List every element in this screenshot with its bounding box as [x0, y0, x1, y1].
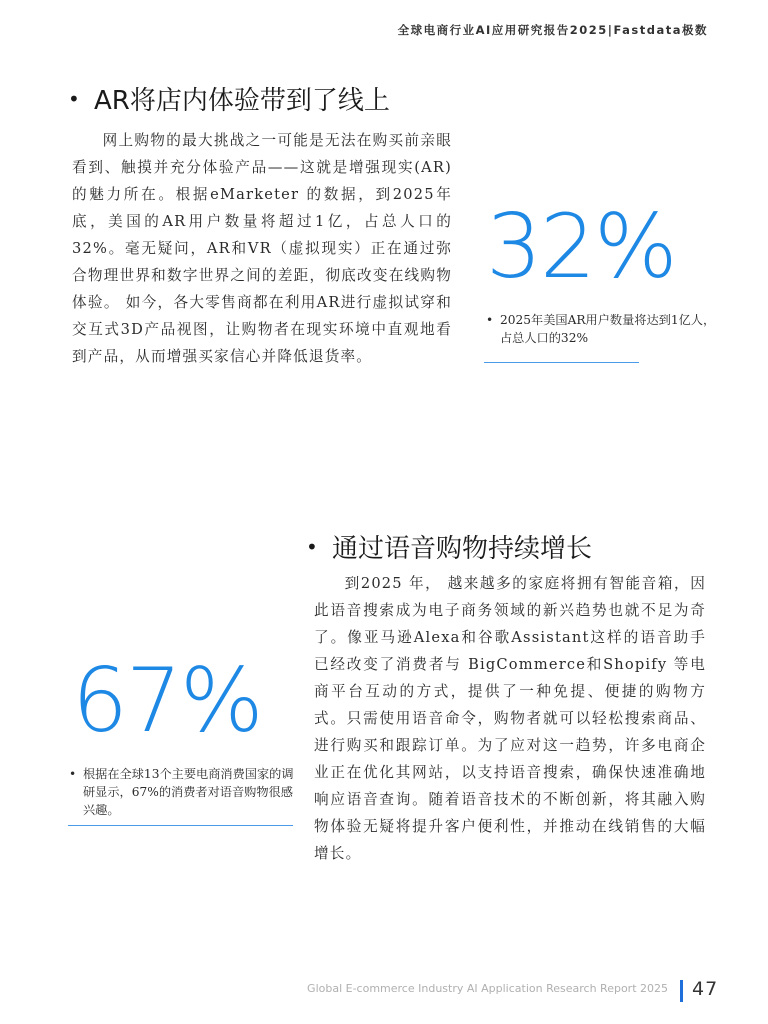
ar-stat-divider — [484, 362, 639, 363]
voice-stat-caption-text: 根据在全球13个主要电商消费国家的调研显示，67%的消费者对语音购物很感兴趣。 — [83, 767, 294, 817]
caption-bullet: • — [69, 767, 77, 781]
voice-stat-caption — [69, 765, 305, 819]
section-heading-voice-text: 通过语音购物持续增长 — [332, 534, 593, 564]
heading-bullet: • — [68, 87, 80, 111]
ar-stat-caption-text: 2025年美国AR用户数量将达到1亿人，占总人口的32% — [500, 313, 716, 345]
ar-stat-number: 32% — [486, 195, 676, 298]
report-header-title: 全球电商行业AI应用研究报告2025|Fastdata极数 — [397, 23, 708, 37]
section-heading-ar-text: AR将店内体验带到了线上 — [94, 86, 390, 116]
voice-paragraph: 到2025 年， 越来越多的家庭将拥有智能音箱，因此语音搜索成为电子商务领域的新兴趋势也就不足为奇了。像亚马逊Alexa和谷歌Assistant这样的语音助手已经改变了消费者与 BigCommerce和Shopify 等电商平台互动的方式，提供了一种免提、便捷的购物方式。只需使用语音命令，购物者就可以轻松搜索商品、进行购买和跟踪订单。为了应对这一趋势，许多电商企业正在优化其网站，以支持语音搜索，确保快速准确地响应语音查询。随着语音技术的不断创新，将其融入购物体验无疑将提升客户便利性，并推动在线销售的大幅增长。 — [314, 575, 706, 862]
voice-stat-number: 67% — [72, 649, 262, 752]
heading-bullet: • — [306, 535, 318, 559]
page-number: 47 — [692, 978, 719, 1000]
ar-paragraph: 网上购物的最大挑战之一可能是无法在购买前亲眼看到、触摸并充分体验产品——这就是增强现实(AR) 的魅力所在。根据eMarketer 的数据，到2025年底，美国的AR用户数量将超过1亿，占总人口的32%。毫无疑问，AR和VR（虚拟现实）正在通过弥合物理世界和数字世界之间的差距，彻底改变在线购物体验。 如今，各大零售商都在利用AR进行虚拟试穿和交互式3D产品视图，让购物者在现实环境中直观地看到产品，从而增强买家信心并降低退货率。 — [72, 132, 452, 365]
voice-stat-divider — [68, 825, 293, 826]
footer-report-title: Global E-commerce Industry AI Application Research Report 2025 — [307, 982, 668, 995]
footer-accent-bar — [680, 980, 683, 1002]
ar-stat-caption — [486, 311, 720, 347]
section-heading-ar — [68, 80, 390, 117]
caption-bullet: • — [486, 313, 494, 327]
section-heading-voice — [306, 528, 592, 565]
